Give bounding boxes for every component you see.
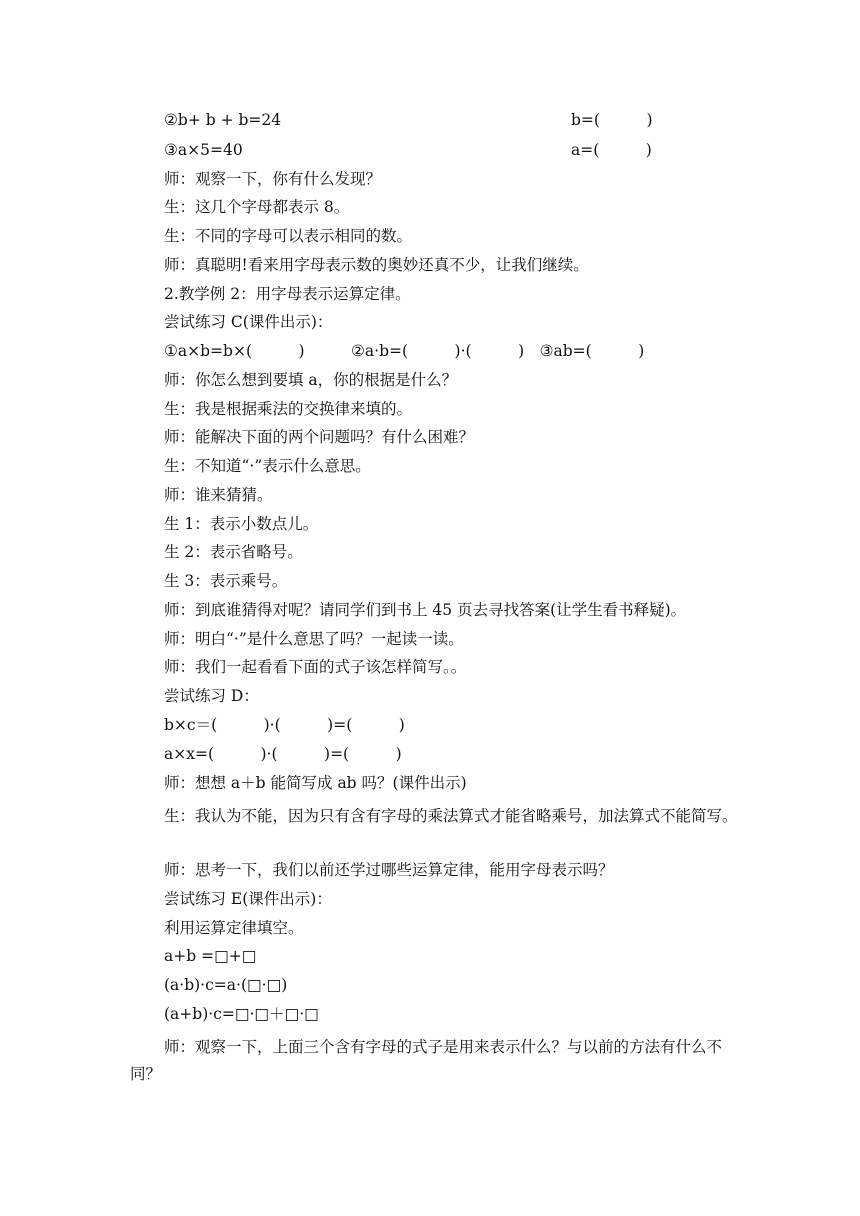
text-line: a×x=( )·( )=( ) <box>164 745 402 763</box>
text-line: 师：观察一下，你有什么发现？ <box>164 170 382 188</box>
text-line: ②b+ b + b=24 b=( ) <box>164 111 653 129</box>
text-line: 师：能解决下面的两个问题吗？有什么困难？ <box>164 428 475 446</box>
answer-blank: a=( ) <box>571 141 652 159</box>
text-line: 师：真聪明!看来用字母表示数的奥妙还真不少，让我们继续。 <box>164 256 589 274</box>
text-line: 尝试练习 C(课件出示)： <box>164 313 333 331</box>
text-line: 生 2：表示省略号。 <box>164 543 303 561</box>
text-line: 师：到底谁猜得对呢？请同学们到书上 45 页去寻找答案(让学生看书释疑)。 <box>164 601 687 619</box>
text-line: 生：这几个字母都表示 8。 <box>164 198 350 216</box>
text-line: a+b =□+□ <box>164 947 257 965</box>
text-line: 尝试练习 E(课件出示)： <box>164 890 332 908</box>
text-line: 师：我们一起看看下面的式子该怎样简写。。 <box>164 658 467 676</box>
answer-blank: b=( ) <box>571 111 653 129</box>
text-line: 生：不同的字母可以表示相同的数。 <box>164 227 413 245</box>
text-line: 生 3：表示乘号。 <box>164 572 288 590</box>
text-line: ①a×b=b×( ) ②a·b=( )·( ) ③ab=( ) <box>164 342 645 360</box>
text-line: 利用运算定律填空。 <box>164 919 304 937</box>
text-line: 尝试练习 D： <box>164 687 259 705</box>
text-line: 师：谁来猜猜。 <box>164 486 273 504</box>
text-line: b×c＝( )·( )=( ) <box>164 716 405 734</box>
text-paragraph: 师：观察一下，上面三个含有字母的式子是用来表示什么？与以前的方法有什么不同？ <box>130 1038 723 1083</box>
text-line: 生：不知道“·”表示什么意思。 <box>164 457 371 475</box>
text-line: 师：你怎么想到要填 a，你的根据是什么？ <box>164 371 458 389</box>
text-line: 师：明白“·”是什么意思了吗？一起读一读。 <box>164 630 464 648</box>
text-line: ③a×5=40 a=( ) <box>164 141 652 159</box>
text-line: (a·b)·c=a·(□·□) <box>164 976 288 994</box>
text-paragraph: 生：我认为不能，因为只有含有字母的乘法算式才能省略乘号，加法算式不能简写。 <box>164 807 738 825</box>
text-line: 2.教学例 2：用字母表示运算定律。 <box>164 285 411 303</box>
text-line: 生 1：表示小数点儿。 <box>164 515 319 533</box>
text-line: 生：我是根据乘法的交换律来填的。 <box>164 400 413 418</box>
text-line: (a+b)·c=□·□＋□·□ <box>164 1005 319 1023</box>
text-line: 师：思考一下，我们以前还学过哪些运算定律，能用字母表示吗？ <box>164 861 614 879</box>
text-line: 师：想想 a＋b 能简写成 ab 吗？(课件出示) <box>164 774 467 792</box>
